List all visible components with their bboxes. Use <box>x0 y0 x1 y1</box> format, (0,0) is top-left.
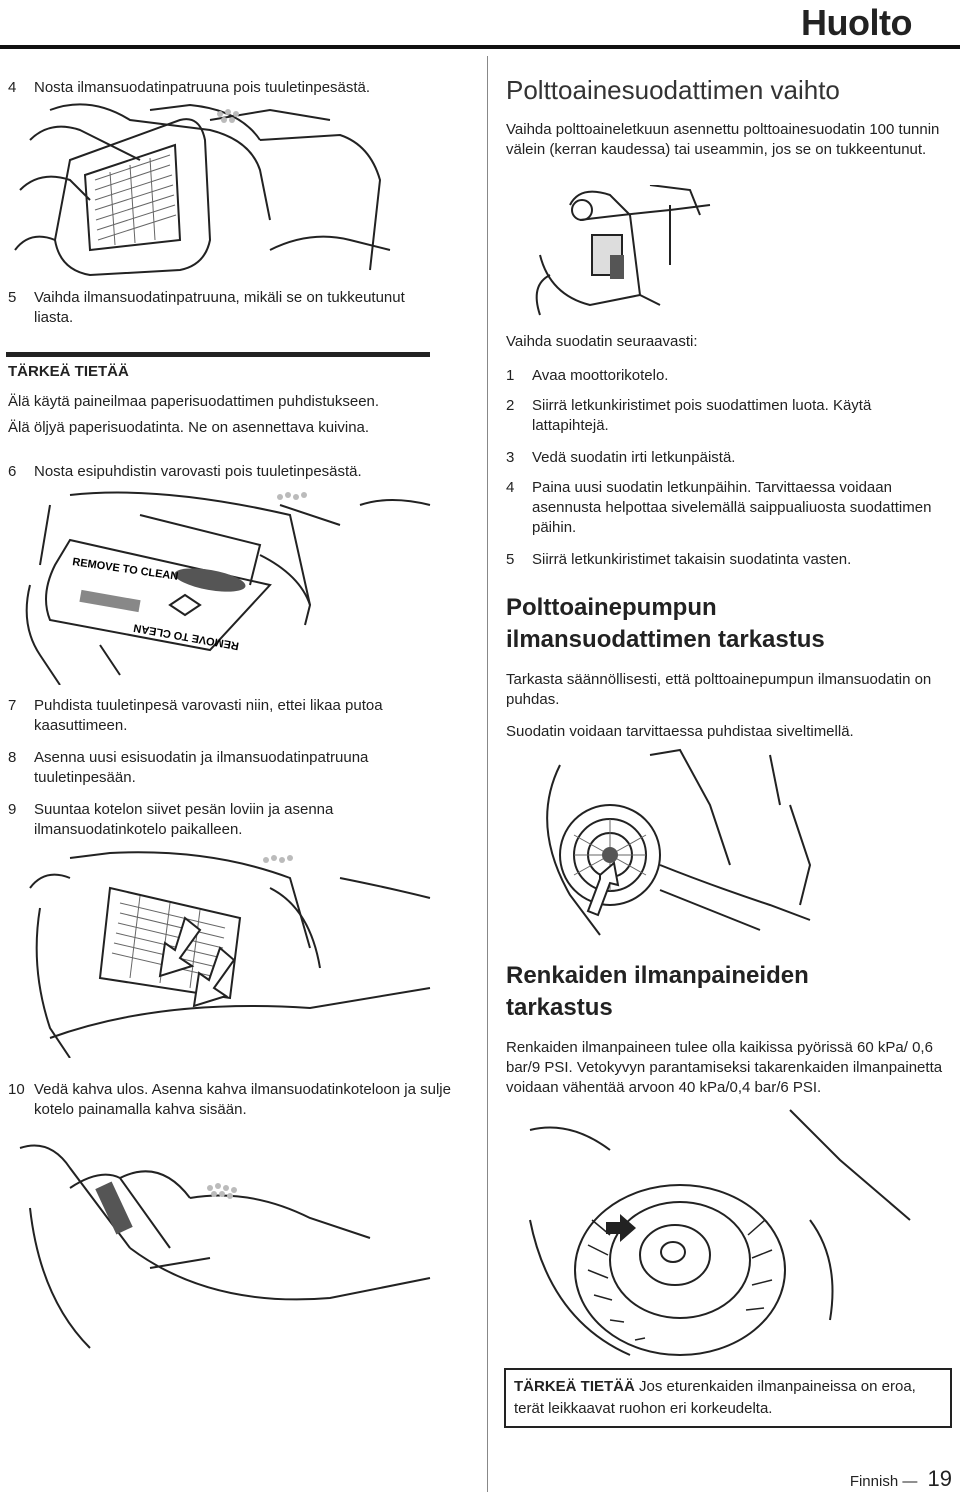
step-5: 5 Vaihda ilmansuodatinpatruuna, mikäli se on tukkeutunut liasta. <box>8 289 405 326</box>
fuel-filter-illustration <box>510 185 950 325</box>
filter-label-bottom: REMOVE TO CLEAN <box>132 621 240 652</box>
filter-label-top: REMOVE TO CLEAN <box>71 556 179 583</box>
housing-handle-illustration <box>10 1128 450 1368</box>
filter-housing-install-illustration <box>10 848 450 1058</box>
step-7: 7 Puhdista tuuletinpesä varovasti niin, ettei likaa putoa kaasuttimeen. <box>8 697 383 734</box>
pump-filter-para-1: Tarkasta säännöllisesti, että polttoainepumpun ilmansuodatin on puhdas. <box>506 671 932 708</box>
step-6: 6 Nosta esipuhdistin varovasti pois tuuletinpesästä. <box>8 463 362 480</box>
notice-bar <box>6 352 430 357</box>
fuel-filter-lead: Vaihda suodatin seuraavasti: <box>506 333 698 350</box>
footer-language: Finnish <box>849 1473 899 1490</box>
fuel-step-3: 3 Vedä suodatin irti letkunpäistä. <box>506 449 736 466</box>
step-4: 4 Nosta ilmansuodatinpatruuna pois tuuletinpesästä. <box>8 79 371 96</box>
notice-line-1: Älä käytä paineilmaa paperisuodattimen puhdistukseen. <box>8 393 380 410</box>
warning-box <box>504 1368 952 1428</box>
page-number: 19 <box>927 1466 952 1491</box>
pre-cleaner-illustration <box>10 485 450 685</box>
fuel-step-4: 4 Paina uusi suodatin letkunpäihin. Tarvittaessa voidaan asennusta helpottaa sivelemällä saippualiuosta suodattimen päihin. <box>506 479 932 536</box>
warning-title: TÄRKEÄ TIETÄÄ <box>514 1378 635 1395</box>
step-8: 8 Asenna uusi esisuodatin ja ilmansuodatinpatruuna tuuletinpesään. <box>8 749 369 786</box>
tire-pressure-para: Renkaiden ilmanpaineen tulee olla kaikissa pyörissä 60 kPa/ 0,6 bar/9 PSI. Vetokyvyn parantamiseksi takarenkaiden ilmanpainetta voidaan vähentää arvoon 40 kPa/0,4 bar/6 PSI. <box>506 1039 943 1096</box>
notice-block <box>8 362 448 438</box>
air-filter-cartridge-illustration <box>10 100 450 280</box>
column-divider <box>487 56 488 1492</box>
fuel-filter-intro: Vaihda polttoaineletkuun asennettu polttoainesuodatin 100 tunnin välein (kerran kaudessa) tai useammin, jos se on tukkeentunut. <box>506 121 940 158</box>
tire-pressure-heading: Renkaiden ilmanpaineiden tarkastus <box>506 962 809 1021</box>
warning-text: Jos eturenkaiden ilmanpaineissa on eroa, terät leikkaavat ruohon eri korkeudelta. <box>514 1378 916 1417</box>
page-title: Huolto <box>801 2 912 43</box>
page-footer <box>850 1466 952 1492</box>
step-9: 9 Suuntaa kotelon siivet pesän loviin ja asenna ilmansuodatinkotelo paikalleen. <box>8 801 334 838</box>
fuel-step-2: 2 Siirrä letkunkiristimet pois suodattimen luota. Käytä lattapihtejä. <box>506 397 872 434</box>
notice-line-2: Älä öljyä paperisuodatinta. Ne on asennettava kuivina. <box>8 419 370 436</box>
pump-filter-para-2: Suodatin voidaan tarvittaessa puhdistaa siveltimellä. <box>506 723 854 740</box>
footer-dash: — <box>902 1473 918 1490</box>
fuel-step-5: 5 Siirrä letkunkiristimet takaisin suodatinta vasten. <box>506 551 852 568</box>
notice-title: TÄRKEÄ TIETÄÄ <box>8 363 129 380</box>
fuel-step-1: 1 Avaa moottorikotelo. <box>506 367 669 384</box>
header-rule <box>0 45 960 49</box>
pump-filter-heading: Polttoainepumpun ilmansuodattimen tarkastus <box>506 594 825 653</box>
tire-illustration <box>510 1100 950 1360</box>
fuel-pump-filter-illustration <box>510 745 950 945</box>
fuel-filter-heading: Polttoainesuodattimen vaihto <box>506 75 840 105</box>
step-10: 10 Vedä kahva ulos. Asenna kahva ilmansuodatinkoteloon ja sulje kotelo painamalla kahva sisään. <box>8 1081 451 1118</box>
